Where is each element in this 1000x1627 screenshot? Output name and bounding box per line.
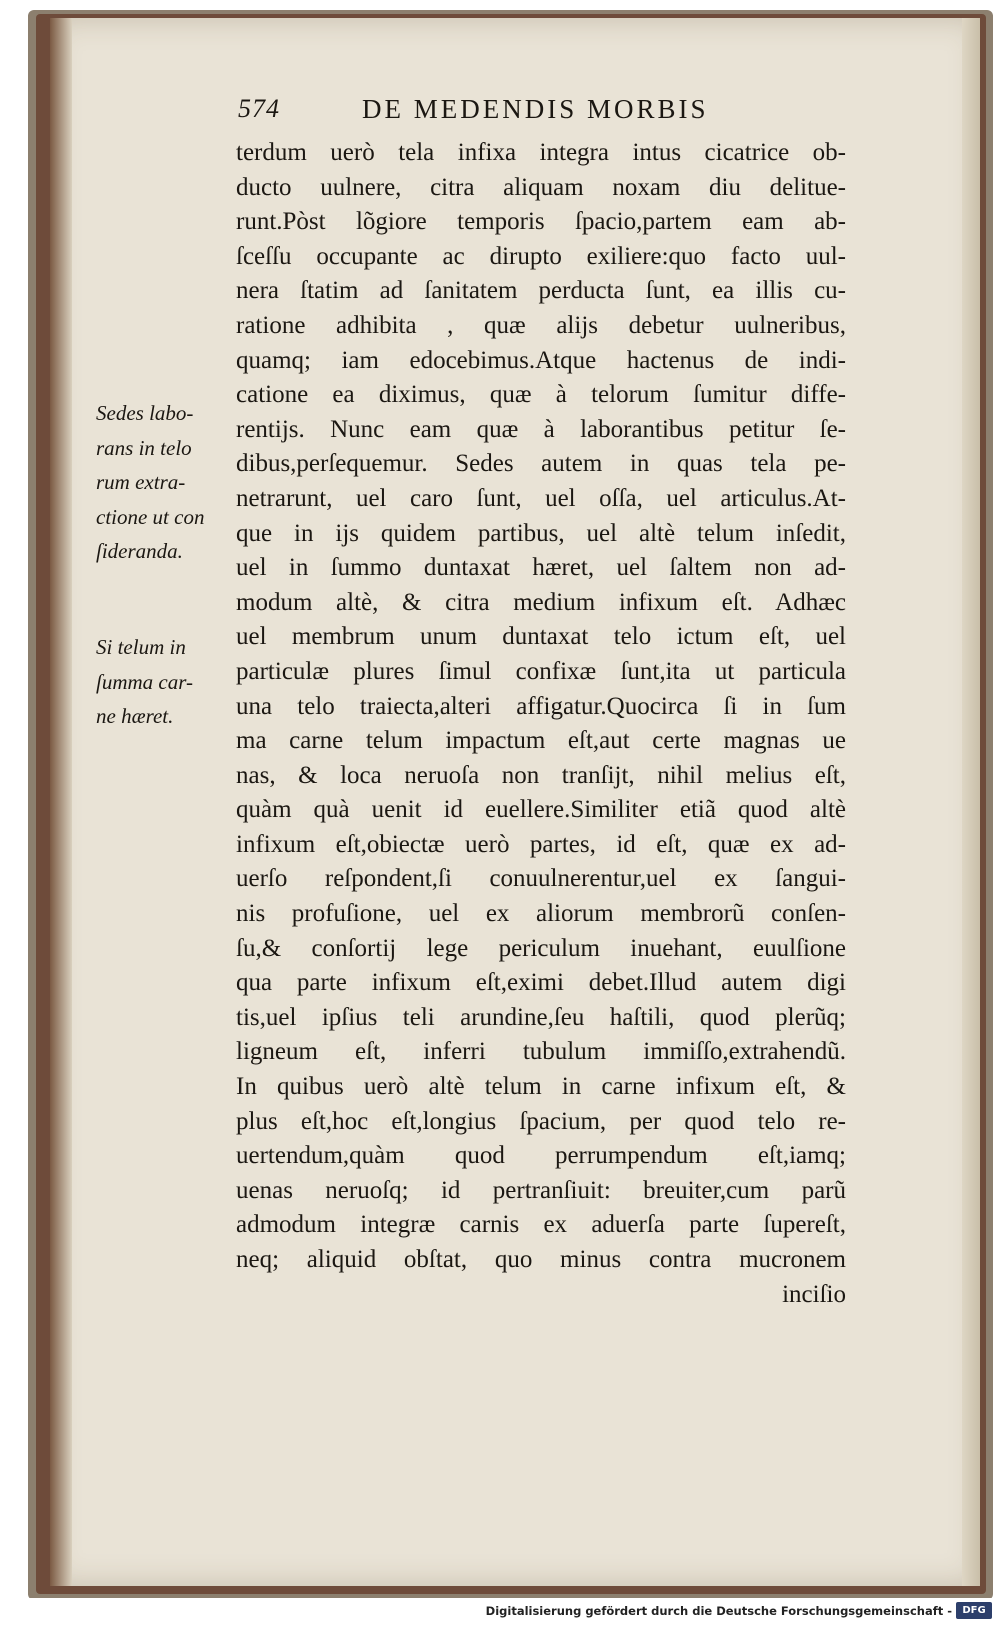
running-title: DE MEDENDIS MORBIS — [362, 94, 709, 124]
margin-note-line: rum extra- — [96, 470, 186, 495]
text-line: modum altè, & citra medium infixum eſt. Adhæc — [236, 588, 846, 616]
margin-note-line: rans in telo — [96, 435, 192, 460]
text-line: catione ea diximus, quæ à telorum ſumitur diffe- — [236, 381, 846, 409]
text-line: inciſio — [782, 1280, 846, 1308]
text-line: netrarunt, uel caro ſunt, uel oſſa, uel articulus.At- — [236, 484, 846, 512]
text-line: admodum integræ carnis ex aduerſa parte ſupereſt, — [236, 1211, 846, 1239]
text-line: qua parte infixum eſt,eximi debet.Illud autem digi — [236, 969, 846, 997]
text-line: infixum eſt,obiectæ uerò partes, id eſt, quæ ex ad- — [236, 830, 846, 858]
margin-note-line: ne hæret. — [96, 704, 174, 729]
margin-note-line: ſumma car- — [96, 669, 193, 694]
text-line: nera ſtatim ad ſanitatem perducta ſunt, ea illis cu- — [236, 277, 846, 305]
text-line: tis,uel ipſius teli arundine,ſeu haſtili, quod plerũq; — [236, 1003, 846, 1031]
main-text-block — [236, 136, 846, 1312]
margin-note-telum — [96, 630, 266, 734]
margin-note-line: ctione ut con — [96, 504, 205, 529]
page-number: 574 — [238, 94, 280, 123]
text-line: dibus,perſequemur. Sedes autem in quas tela pe- — [236, 450, 846, 478]
text-line: terdum uerò tela infixa integra intus cicatrice ob- — [236, 139, 846, 166]
margin-note-line: Si telum in — [96, 635, 186, 659]
page-gutter — [50, 18, 72, 1586]
margin-note-line: Sedes labo- — [96, 401, 194, 425]
text-line: uertendum,quàm quod perrumpendum eſt,iamq; — [236, 1142, 846, 1170]
text-line: nis profuſione, uel ex aliorum membrorũ conſen- — [236, 900, 846, 928]
digitization-footer — [0, 1598, 1000, 1627]
text-line: ſceſſu occupante ac dirupto exiliere:quo facto uul- — [236, 242, 846, 270]
text-line: ligneum eſt, inferri tubulum immiſſo,extrahendũ. — [236, 1038, 846, 1066]
text-line: quàm quà uenit id euellere.Similiter etiã quod altè — [236, 796, 846, 824]
page-fore-edge — [962, 18, 980, 1586]
text-line: ratione adhibita , quæ alijs debetur uulneribus, — [236, 311, 846, 339]
dfg-logo: DFG — [956, 1602, 992, 1619]
text-line: una telo traiecta,alteri affigatur.Quocirca ſi in ſum — [236, 692, 846, 720]
text-line: que in ijs quidem partibus, uel altè telum inſedit, — [236, 519, 846, 547]
text-line: In quibus uerò altè telum in carne infixum eſt, & — [236, 1073, 846, 1101]
page-header — [238, 94, 858, 134]
text-line: ducto uulnere, citra aliquam noxam diu delitue- — [236, 173, 846, 201]
text-line: ſu,& conſortij lege periculum inuehant, euulſione — [236, 934, 846, 962]
text-line: quamq; iam edocebimus.Atque hactenus de indi- — [236, 346, 846, 374]
text-line: uerſo reſpondent,ſi conuulnerentur,uel ex ſangui- — [236, 865, 846, 893]
text-line: uel in ſummo duntaxat hæret, uel ſaltem non ad- — [236, 554, 846, 582]
funding-credit: Digitalisierung gefördert durch die Deutsche Forschungsgemeinschaft - — [485, 1604, 952, 1618]
text-line: particulæ plures ſimul confixæ ſunt,ita ut particula — [236, 657, 846, 685]
margin-note-line: ſideranda. — [96, 539, 183, 564]
text-line: rentijs. Nunc eam quæ à laborantibus petitur ſe- — [236, 415, 846, 443]
margin-note-sedes — [96, 396, 266, 569]
text-line: ma carne telum impactum eſt,aut certe magnas ue — [236, 727, 846, 755]
text-line: nas, & loca neruoſa non tranſijt, nihil melius eſt, — [236, 761, 846, 789]
text-line: uel membrum unum duntaxat telo ictum eſt, uel — [236, 623, 846, 651]
text-line: plus eſt,hoc eſt,longius ſpacium, per quod telo re- — [236, 1107, 846, 1135]
text-line: runt.Pòst lõgiore temporis ſpacio,partem eam ab- — [236, 208, 846, 236]
text-line: neq; aliquid obſtat, quo minus contra mucronem — [236, 1246, 846, 1273]
text-line: uenas neruoſq; id pertranſiuit: breuiter,cum parũ — [236, 1176, 846, 1204]
